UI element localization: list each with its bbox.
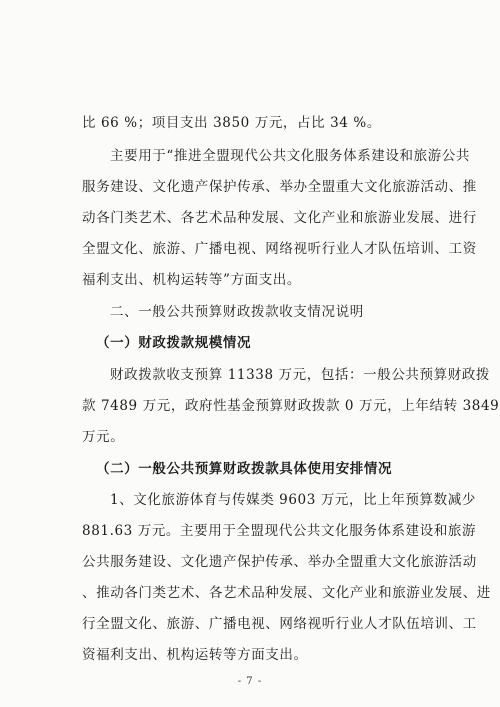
- page-number: - 7 -: [237, 676, 263, 687]
- text-line: 主要用于“推进全盟现代公共文化服务体系建设和旅游公共: [110, 148, 471, 164]
- text-line: 比 66 %；项目支出 3850 万元，占比 34 %。: [82, 115, 381, 131]
- text-line: 公共服务建设、文化遗产保护传承、举办全盟重大文化旅游活动: [82, 554, 477, 570]
- text-line: 服务建设、文化遗产保护传承、举办全盟重大文化旅游活动、推: [82, 179, 477, 195]
- text-line: 1、文化旅游体育与传媒类 9603 万元，比上年预算数减少: [110, 492, 476, 508]
- section-heading: 二、一般公共预算财政拨款收支情况说明: [110, 304, 364, 320]
- text-line: 全盟文化、旅游、广播电视、网络视听行业人才队伍培训、工资: [82, 241, 477, 257]
- text-line: 资福利支出、机构运转等方面支出。: [82, 647, 308, 663]
- text-line: 财政拨款收支预算 11338 万元，包括：一般公共预算财政拨: [110, 367, 491, 383]
- text-line: 万元。: [82, 429, 125, 445]
- text-line: 动各门类艺术、各艺术品种发展、文化产业和旅游业发展、进行: [82, 210, 477, 226]
- text-line: 福利支出、机构运转等”方面支出。: [82, 272, 302, 288]
- text-line: 、推动各门类艺术、各艺术品种发展、文化产业和旅游业发展、进: [82, 585, 491, 601]
- subsection-heading: （二）一般公共预算财政拨款具体使用安排情况: [96, 461, 393, 477]
- text-line: 行全盟文化、旅游、广播电视、网络视听行业人才队伍培训、工: [82, 616, 477, 632]
- text-line: 款 7489 万元，政府性基金预算财政拨款 0 万元，上年结转 3849: [82, 398, 500, 414]
- text-line: 881.63 万元。主要用于全盟现代公共文化服务体系建设和旅游: [82, 523, 477, 539]
- subsection-heading: （一）财政拨款规模情况: [96, 335, 252, 351]
